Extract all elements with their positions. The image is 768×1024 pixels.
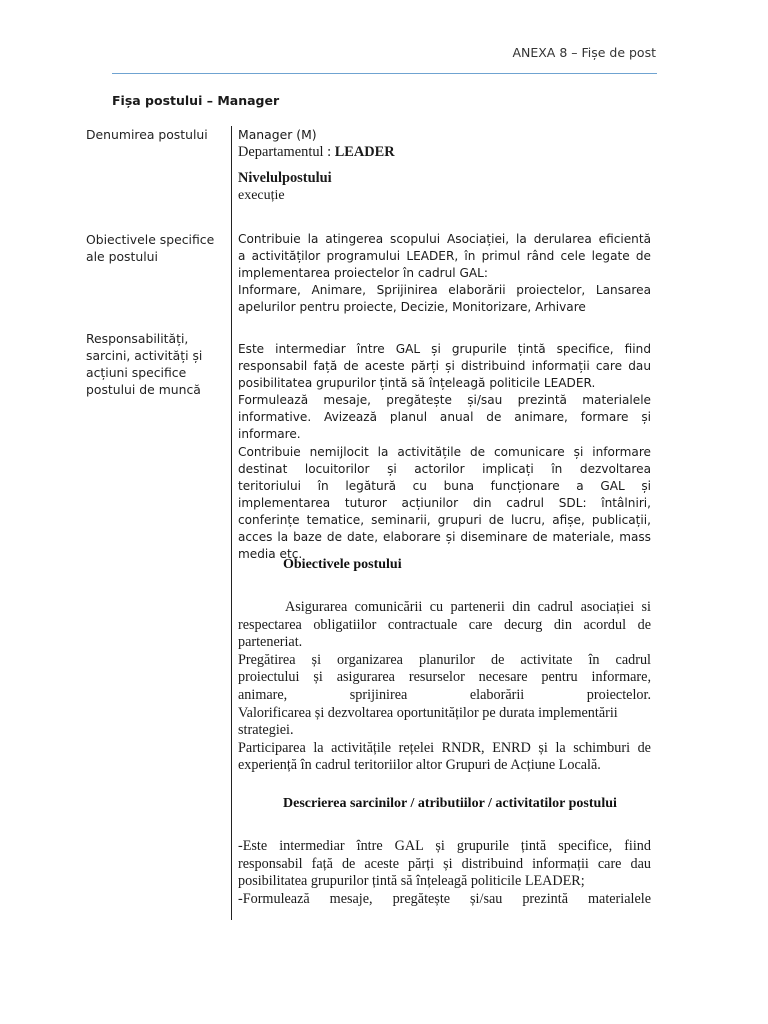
resp-line: Formulează mesaje, pregătește și/sau prezintă materialele bbox=[238, 393, 651, 408]
obiective-line: a activităților programului LEADER, în primul rând cele legate de bbox=[238, 249, 651, 264]
obiective-postului-line: parteneriat. bbox=[238, 634, 303, 651]
obiective-postului-line: respectarea obligatiilor contractuale care decurg din acordul de bbox=[238, 616, 651, 633]
table-column-divider bbox=[231, 126, 232, 920]
resp-line: implementarea tuturor acțiunilor din cadrul SDL: întâlniri, bbox=[238, 495, 651, 510]
label-resp-line: sarcini, activități și bbox=[86, 348, 203, 363]
resp-line: posibilitatea grupurilor țintă să înțeleagă politicile LEADER. bbox=[238, 376, 596, 391]
obiective-line: Contribuie la atingerea scopului Asociației, la derularea eficientă bbox=[238, 232, 651, 246]
obiective-postului-line: Participarea la activitățile rețelei RNDR, ENRD și la schimburi de bbox=[238, 739, 651, 756]
resp-line: responsabil față de aceste părți și distribuind informații care dau bbox=[238, 359, 651, 374]
resp-line: informative. Avizează planul anual de animare, formare și bbox=[238, 410, 651, 425]
obiective-postului-line: Asigurarea comunicării cu partenerii din cadrul asociației si bbox=[285, 599, 651, 615]
label-resp-line: postului de muncă bbox=[86, 382, 201, 397]
resp-line: teritoriului în legătură cu buna funcționare a GAL și bbox=[238, 478, 651, 493]
resp-line: destinat locuitorilor și actorilor implicați în dezvoltarea bbox=[238, 461, 651, 476]
page-header-annex: ANEXA 8 – Fișe de post bbox=[512, 45, 656, 60]
department-line bbox=[238, 143, 651, 161]
resp-line: Contribuie nemijlocit la activitățile de comunicare și informare bbox=[238, 444, 651, 459]
row-label-responsabilitati bbox=[86, 330, 226, 398]
label-resp-line: Responsabilități, bbox=[86, 331, 189, 346]
obiective-line: apelurilor pentru proiecte, Decizie, Monitorizare, Arhivare bbox=[238, 300, 586, 315]
obiective-postului-line: Pregătirea și organizarea planurilor de activitate în cadrul bbox=[238, 651, 651, 668]
descrierea-line: posibilitatea grupurilor țintă să înțeleagă politicile LEADER; bbox=[238, 873, 585, 890]
section-heading-descrierea: Descrierea sarcinilor / atributiilor / activitatilor postului bbox=[283, 796, 617, 811]
section-heading-obiective-postului: Obiectivele postului bbox=[283, 557, 402, 572]
resp-line: acces la baze de date, elaborare și diseminare de materiale, mass bbox=[238, 530, 651, 545]
row-content-denumire bbox=[238, 126, 651, 204]
row-content-obiective bbox=[238, 231, 651, 316]
obiective-postului-body bbox=[238, 599, 651, 775]
resp-line: media etc. bbox=[238, 547, 303, 562]
resp-line: conferințe tematice, seminarii, grupuri de lucru, afișe, publicații, bbox=[238, 512, 651, 527]
document-title: Fișa postului – Manager bbox=[112, 93, 280, 108]
obiective-postului-line: strategiei. bbox=[238, 722, 294, 739]
obiective-postului-line: animare, sprijinirea elaborării proiectelor. bbox=[238, 686, 651, 703]
obiective-postului-line: experiență în cadrul teritoriilor altor Grupuri de Acțiune Locală. bbox=[238, 757, 601, 774]
descrierea-body bbox=[238, 838, 651, 908]
row-label-denumire bbox=[86, 126, 226, 143]
label-obiective-line1: Obiectivele specifice bbox=[86, 232, 215, 247]
descrierea-line: responsabil față de aceste părți și distribuind informații care dau bbox=[238, 855, 651, 872]
obiective-postului-line: proiectului și asigurarea resurselor necesare pentru informare, bbox=[238, 669, 651, 686]
row-content-responsabilitati bbox=[238, 341, 651, 563]
header-divider bbox=[112, 73, 657, 74]
department-value: LEADER bbox=[334, 144, 395, 160]
obiective-line: Informare, Animare, Sprijinirea elaborării proiectelor, Lansarea bbox=[238, 283, 651, 298]
resp-line: Este intermediar între GAL și grupurile țintă specifice, fiind bbox=[238, 342, 651, 356]
label-obiective-line2: ale postului bbox=[86, 249, 158, 264]
row-label-obiective bbox=[86, 231, 226, 265]
obiective-line: implementarea proiectelor în cadrul GAL: bbox=[238, 266, 488, 281]
obiective-postului-line: Valorificarea și dezvoltarea oportunităților pe durata implementării bbox=[238, 704, 618, 721]
resp-line: informare. bbox=[238, 427, 301, 442]
level-heading: Nivelulpostului bbox=[238, 170, 332, 186]
descrierea-line: -Formulează mesaje, pregătește și/sau prezintă materialele bbox=[238, 890, 651, 907]
department-label: Departamentul : bbox=[238, 144, 335, 160]
label-denumire: Denumirea postului bbox=[86, 127, 208, 142]
level-value: execuție bbox=[238, 188, 285, 203]
label-resp-line: acțiuni specifice bbox=[86, 365, 187, 380]
descrierea-line: -Este intermediar între GAL și grupurile țintă specifice, fiind bbox=[238, 838, 651, 854]
post-name: Manager (M) bbox=[238, 127, 317, 142]
